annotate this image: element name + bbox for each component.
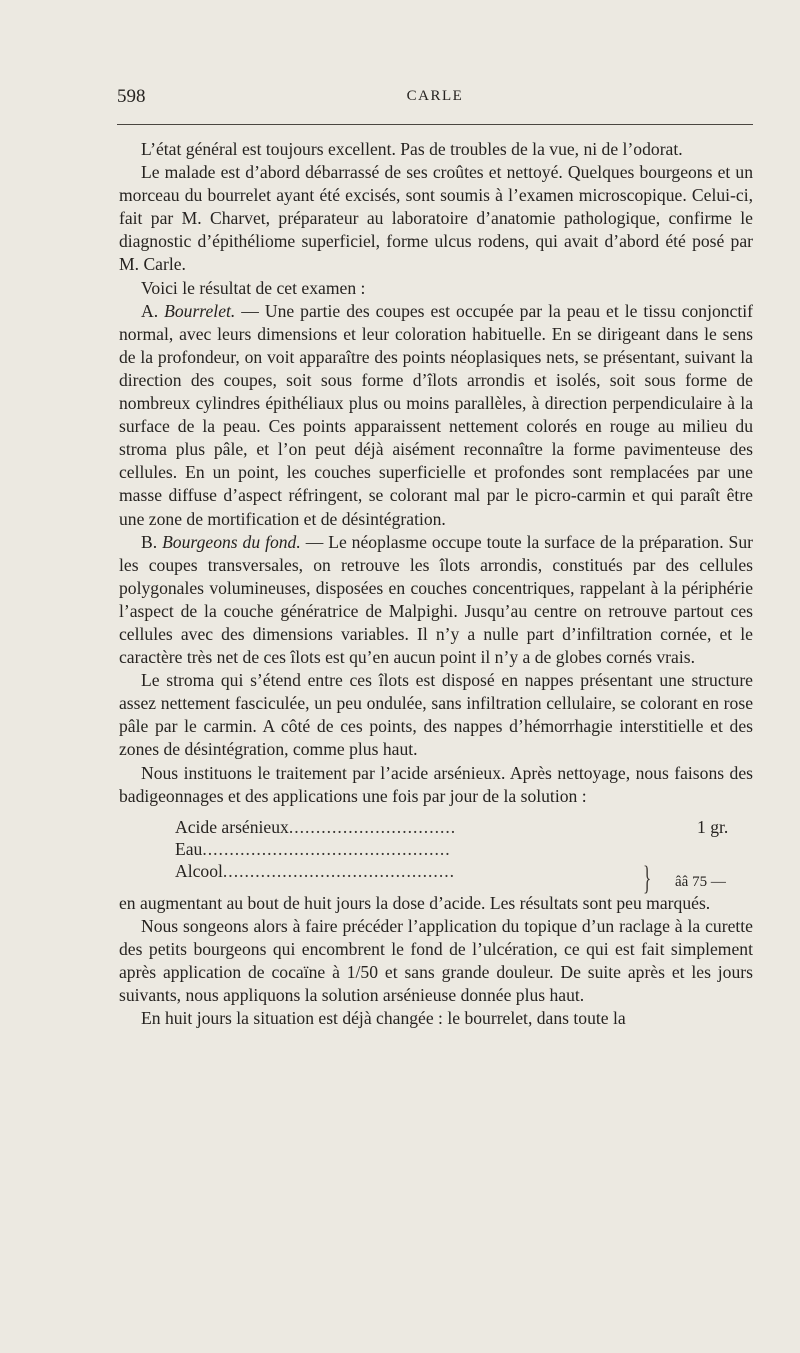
paragraph: en augmentant au bout de huit jours la dose d’acide. Les résultats sont peu marqués.	[119, 892, 711, 913]
paragraph: L’état général est toujours excellent. Pas de troubles de la vue, ni de l’odorat.	[141, 139, 683, 159]
formula-quantity: 1 gr.	[697, 816, 729, 837]
formula-ingredient: Eau	[175, 838, 203, 859]
formula-row	[175, 816, 729, 839]
paragraph: Nous songeons alors à faire précéder l’application du topique d’un raclage à la curette des petits bourgeons qui encombrent le fond de l’ulcération, ce qui est fait simplement après application de cocaïne à 1/50 et sans grande douleur. De suite après et les jours suivants, nous appliquons la solution arsénieuse donnée plus haut.	[119, 915, 753, 1006]
section-b-title: Bourgeons du fond.	[162, 531, 301, 552]
section-a-title: Bourrelet.	[164, 300, 236, 321]
formula-row	[175, 860, 455, 883]
formula-ingredient: Acide arsénieux	[175, 816, 289, 837]
body-text	[119, 138, 753, 1030]
header-rule	[117, 124, 753, 125]
page-number: 598	[117, 86, 146, 107]
formula-leader-dots: ...........................................	[222, 860, 456, 881]
running-title: CARLE	[406, 88, 464, 104]
section-a-label: A.	[141, 300, 159, 321]
paragraph: Voici le résultat de cet examen :	[141, 277, 366, 298]
paragraph: Le malade est d’abord débarrassé de ses croûtes et nettoyé. Quelques bourgeons et un morceau du bourrelet ayant été excisés, sont soumis à l’examen microscopique. Celui-ci, fait par M. Charvet, préparateur au laboratoire d’anatomie pathologique, confirme le diagnostic d’épithéliome superficiel, forme ulcus rodens, qui avait d’abord été posé par M. Carle.	[119, 162, 753, 275]
formula-shared-quantity: ââ 75 —	[675, 873, 726, 890]
paragraph: En huit jours la situation est déjà changée : le bourrelet, dans toute la	[141, 1008, 626, 1029]
section-b-paragraph	[119, 531, 753, 670]
formula-leader-dots: ..............................................	[202, 838, 451, 859]
formula-ingredient: Alcool	[175, 860, 223, 881]
section-a-paragraph	[119, 300, 753, 531]
section-a-text: — Une partie des coupes est occupée par la peau et le tissu conjonctif normal, avec leurs dimensions et leur coloration habituelle. En se dirigeant dans le sens de la profondeur, on voit apparaître des points néoplasiques nets, se présentant, suivant la direction des coupes, soit sous forme d’îlots arrondis et isolés, soit sous forme de nombreux cylindres épithéliaux plus ou moins parallèles, à direction perpendiculaire à la surface de la peau. Ces points apparaissent nettement colorés en rouge au milieu du stroma plus pâle, et l’on peut déjà aisément reconnaître la forme pavimenteuse des cellules. En un point, les couches superficielle et profondes sont remplacées par une masse diffuse d’aspect réfringent, se colorant mal par le picro-carmin et qui paraît être une zone de mortification et de désintégration.	[119, 300, 753, 529]
page-header	[117, 86, 753, 110]
prescription-formula	[119, 816, 753, 897]
formula-brace: }	[643, 859, 652, 897]
section-b-label: B.	[141, 531, 158, 552]
section-b-text: — Le néoplasme occupe toute la surface de la préparation. Sur les coupes transversales, on retrouve les îlots arrondis, constitués par des cellules polygonales volumineuses, disposées en couches concentriques, rappelant à la périphérie l’aspect de la couche génératrice de Malpighi. Jusqu’au centre on retrouve partout ces cellules avec des dimensions variables. Il n’y a nulle part d’infiltration cornée, et le caractère très net de ces îlots est qu’en aucun point il n’y a de globes cornés vrais.	[119, 531, 753, 668]
formula-leader-dots: ...............................	[288, 816, 457, 837]
paragraph: Nous instituons le traitement par l’acide arsénieux. Après nettoyage, nous faisons des badigeonnages et des applications une fois par jour de la solution :	[119, 762, 753, 806]
paragraph: Le stroma qui s’étend entre ces îlots est disposé en nappes présentant une structure assez nettement fasciculée, un peu ondulée, sans infiltration cellulaire, se colorant en rose pâle par le carmin. A côté de ces points, des nappes d’hémorrhagie interstitielle et des zones de désintégration, comme plus haut.	[119, 670, 753, 760]
